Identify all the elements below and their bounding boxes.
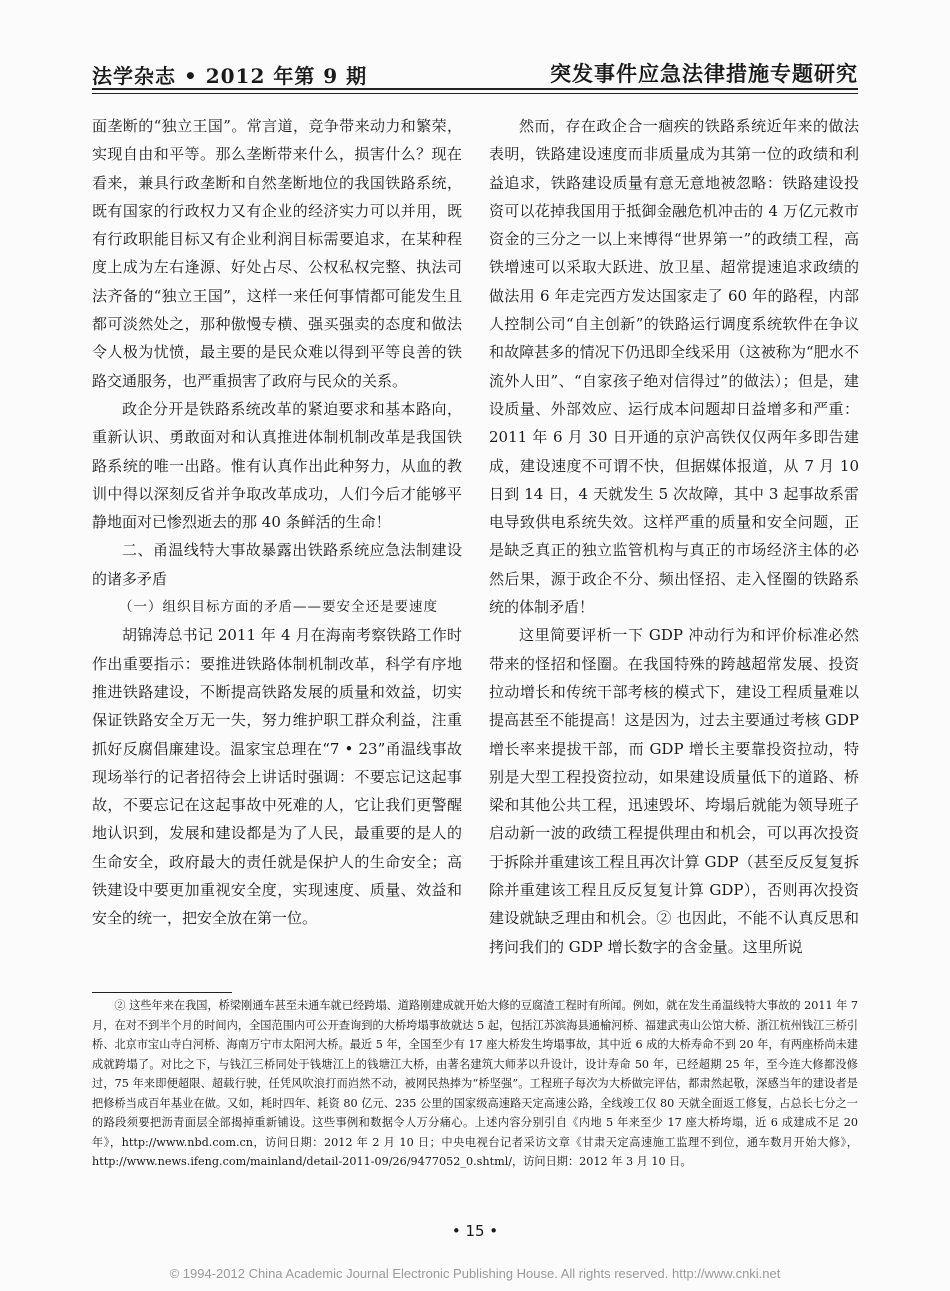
paragraph: 政企分开是铁路系统改革的紧迫要求和基本路向，重新认识、勇敢面对和认真推进体制机制改革是我国铁路系统的唯一出路。惟有认真作出此种努力，从血的教训中得以深刻反省并争取改革成功，人们今后才能够平静地面对已惨烈逝去的那 40 条鲜活的生命！ bbox=[92, 399, 462, 532]
paragraph: 面垄断的“独立王国”。常言道，竞争带来动力和繁荣，实现自由和平等。那么垄断带来什么，损害什么？现在看来，兼具行政垄断和自然垄断地位的我国铁路系统，既有国家的行政权力又有企业的经济实力可以并用，既有行政职能目标又有企业利润目标需要追求，在某种程度上成为左右逢源、好处占尽、公权私权完整、执法司法齐备的“独立王国”，这样一来任何事情都可能发生且都可淡然处之，那种傲慢专横、强买强卖的态度和做法令人极为忧愤，最主要的是民众难以得到平等良善的铁路交通服务，也严重损害了政府与民众的关系。 bbox=[92, 117, 462, 390]
subsection-heading: （一）组织目标方面的矛盾——要安全还是要速度 bbox=[119, 599, 438, 616]
footnote-rule bbox=[92, 992, 232, 993]
section-heading: 二、甬温线特大事故暴露出铁路系统应急法制建设的诸多矛盾 bbox=[92, 541, 462, 588]
left-column bbox=[92, 112, 462, 933]
header-rule-thin bbox=[92, 93, 858, 94]
page-number: • 15 • bbox=[451, 1222, 499, 1240]
paragraph: 这里简要评析一下 GDP 冲动行为和评价标准必然带来的怪招和怪圈。在我国特殊的跨越超常发展、投资拉动增长和传统干部考核的模式下，建设工程质量难以提高甚至不能提高！这是因为，过去主要通过考核 GDP 增长率来提拔干部，而 GDP 增长主要靠投资拉动，特别是大型工程投资拉动，如果建设质量低下的道路、桥梁和其他公共工程，迅速毁坏、垮塌后就能为领导班子启动新一波的政绩工程提供理由和机会，可以再次投资于拆除并重建该工程且再次计算 GDP（甚至反反复复拆除并重建该工程且反反复复计算 GDP），否则再次投资建设就缺乏理由和机会。② 也因此，不能不认真反思和拷问我们的 GDP 增长数字的含金量。这里所说 bbox=[489, 626, 859, 956]
journal-header: 法学杂志 • 2012 年第 9 期 bbox=[92, 64, 368, 88]
footnote: ② 这些年来在我国，桥梁刚通车甚至未通车就已经跨塌、道路刚建成就开始大修的豆腐渣工程时有所闻。例如，就在发生甬温线特大事故的 2011 年 7 月，在对不到半个月的时间内，全国范围内可公开查询到的大桥垮塌事故就达 5 起，包括江苏滨海县通榆河桥、福建武夷山公馆大桥、浙江杭州钱江三桥引桥、北京市宝山寺白河桥、海南万宁市太阳河大桥。最近 5 年，全国至少有 17 座大桥发生垮塌事故，其中近 6 成的大桥寿命不到 20 年，有两座桥尚未建成就跨塌了。对比之下，与钱江三桥同处于钱塘江上的钱塘江大桥，由著名建筑大师茅以升设计，设计寿命 50 年，已经超期 25 年，至今连大修都没修过，75 年来即便超限、超载行驶，任凭风吹浪打而岿然不动，被网民热捧为“桥坚强”。工程班子每次为大桥做完评估，都肃然起敬，深感当年的建设者是把修桥当成百年基业在做。又如，耗时四年、耗资 80 亿元、235 公里的国家级高速路天定高速公路，全线竣工仅 80 天就全面返工修复，占总长七分之一的路段须要把沥青面层全部揭掉重新铺设。这些事例和数据令人万分痛心。上述内容分别引自《内地 5 年来至少 17 座大桥垮塌，近 6 成建成不足 20 年》，http://www.nbd.com.cn，访问日期：2012 年 2 月 10 日；中央电视台记者采访文章《甘肃天定高速施工监理不到位，通车数月开始大修》，http://www.news.ifeng.com/mainland/detail-2011-09/26/9477052_0.shtml/，访问日期：2012 年 3 月 10 日。 bbox=[92, 999, 858, 1168]
paragraph: 胡锦涛总书记 2011 年 4 月在海南考察铁路工作时作出重要指示：要推进铁路体制机制改革，科学有序地推进铁路建设，不断提高铁路发展的质量和效益，切实保证铁路安全万无一失，努力维护职工群众利益，注重抓好反腐倡廉建设。温家宝总理在“7 • 23”甬温线事故现场举行的记者招待会上讲话时强调：不要忘记这起事故，不要忘记在这起事故中死难的人，它让我们更警醒地认识到，发展和建设都是为了人民，最重要的是人的生命安全，政府最大的责任就是保护人的生命安全；高铁建设中要更加重视安全度，实现速度、质量、效益和安全的统一，把安全放在第一位。 bbox=[92, 626, 462, 928]
section-title: 突发事件应急法律措施专题研究 bbox=[550, 62, 858, 86]
header-rule bbox=[92, 88, 858, 90]
copyright-notice: © 1994-2012 China Academic Journal Electronic Publishing House. All rights reserved. http://www.cnki.net bbox=[169, 1266, 781, 1281]
right-column bbox=[489, 112, 859, 961]
paragraph: 然而，存在政企合一痼疾的铁路系统近年来的做法表明，铁路建设速度而非质量成为其第一位的政绩和利益追求，铁路建设质量有意无意地被忽略：铁路建设投资可以花掉我国用于抵御金融危机冲击的 4 万亿元救市资金的三分之一以上来博得“世界第一”的政绩工程，高铁增速可以采取大跃进、放卫星、超常提速追求政绩的做法用 6 年走完西方发达国家走了 60 年的路程，内部人控制公司“自主创新”的铁路运行调度系统软件在争议和故障甚多的情况下仍迅即全线采用（这被称为“肥水不流外人田”、“自家孩子绝对信得过”的做法）；但是，建设质量、外部效应、运行成本问题却日益增多和严重：2011 年 6 月 30 日开通的京沪高铁仅仅两年多即告建成，建设速度不可谓不快，但据媒体报道，从 7 月 10 日到 14 日，4 天就发生 5 次故障，其中 3 起事故系雷电导致供电系统失效。这样严重的质量和安全问题，正是缺乏真正的独立监管机构与真正的市场经济主体的必然后果，源于政企不分、频出怪招、走入怪圈的铁路系统的体制矛盾！ bbox=[489, 117, 859, 617]
